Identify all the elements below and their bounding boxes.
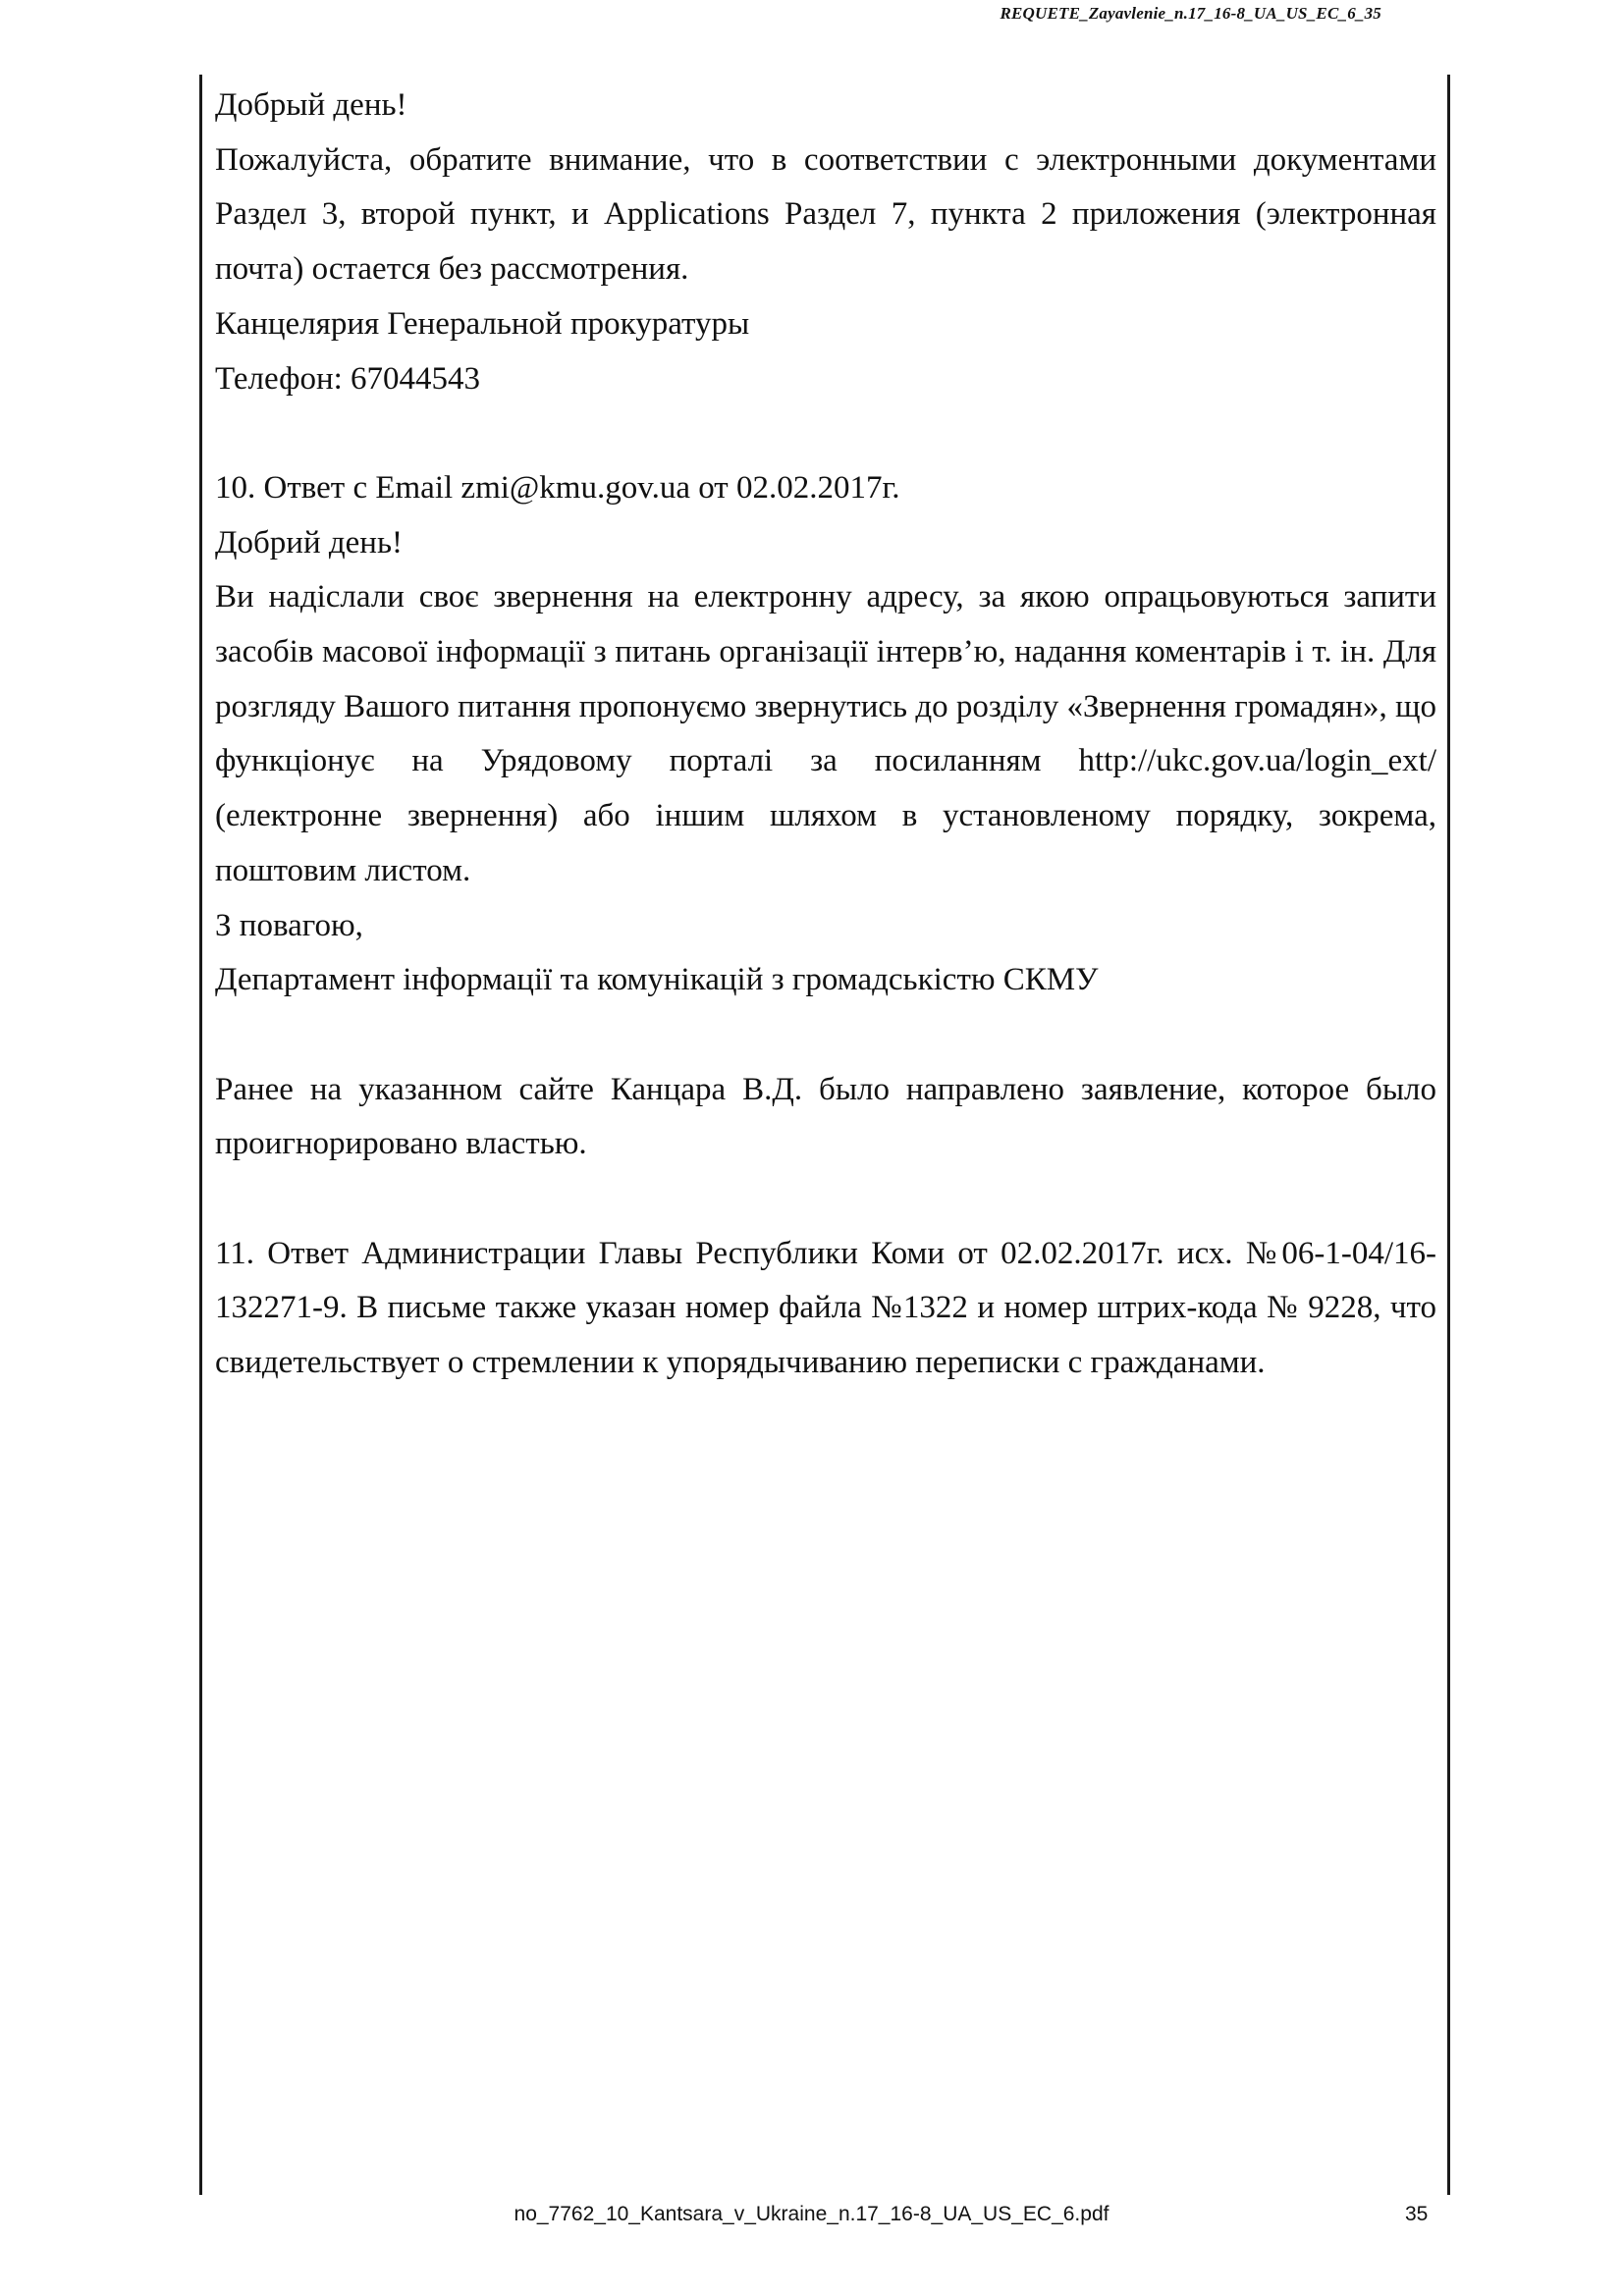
earlier-note-paragraph: Ранее на указанном сайте Канцара В.Д. было направлено заявление, которое было проигнорировано властью. [215,1071,1436,1162]
item-10-heading: 10. Ответ с Email zmi@kmu.gov.ua от 02.02.2017г. [215,469,900,506]
footer-filename: no_7762_10_Kantsara_v_Ukraine_n.17_16-8_UA_US_EC_6.pdf [514,2203,1109,2225]
document-reference: REQUETE_Zayavlenie_n.17_16-8_UA_US_EC_6_35 [1000,4,1381,23]
right-margin-line [1447,75,1450,2195]
regards-line: З повагою, [215,907,363,943]
greeting-ru: Добрый день! [215,87,407,123]
notice-paragraph: Пожалуйста, обратите внимание, что в соответствии с электронными документами Раздел 3, второй пункт, и Applications Раздел 7, пункта 2 приложения (электронная почта) остается без рассмотрения. [215,141,1436,288]
left-margin-line [199,75,202,2195]
spacer [215,1008,1436,1063]
page-number: 35 [1405,2203,1429,2225]
spacer [215,406,1436,461]
sender-phone: Телефон: 67044543 [215,360,481,397]
department-signature: Департамент інформації та комунікацій з громадськістю СКМУ [215,962,1099,998]
document-body [215,79,1436,1391]
spacer [215,1172,1436,1227]
sender-name: Канцелярия Генеральной прокуратуры [215,305,750,342]
item-11-paragraph: 11. Ответ Администрации Главы Республики Коми от 02.02.2017г. исх. №06-1-04/16-132271-9. В письме также указан номер файла №1322 и номер штрих-кода № 9228, что свидетельствует о стремлении к упорядычиванию переписки с гражданами. [215,1235,1436,1381]
reply-paragraph: Ви надіслали своє звернення на електронну адресу, за якою опрацьовуються запити засобів масової інформації з питань організації інтерв’ю, надання коментарів і т. ін. Для розгляду Вашого питання пропонуємо звернутись до розділу «Звернення громадян», що функціонує на Урядовому порталі за посиланням http://ukc.gov.ua/login_ext/ (електронне звернення) або іншим шляхом в установленому порядку, зокрема, поштовим листом. [215,579,1436,888]
greeting-ua: Добрий день! [215,524,404,561]
